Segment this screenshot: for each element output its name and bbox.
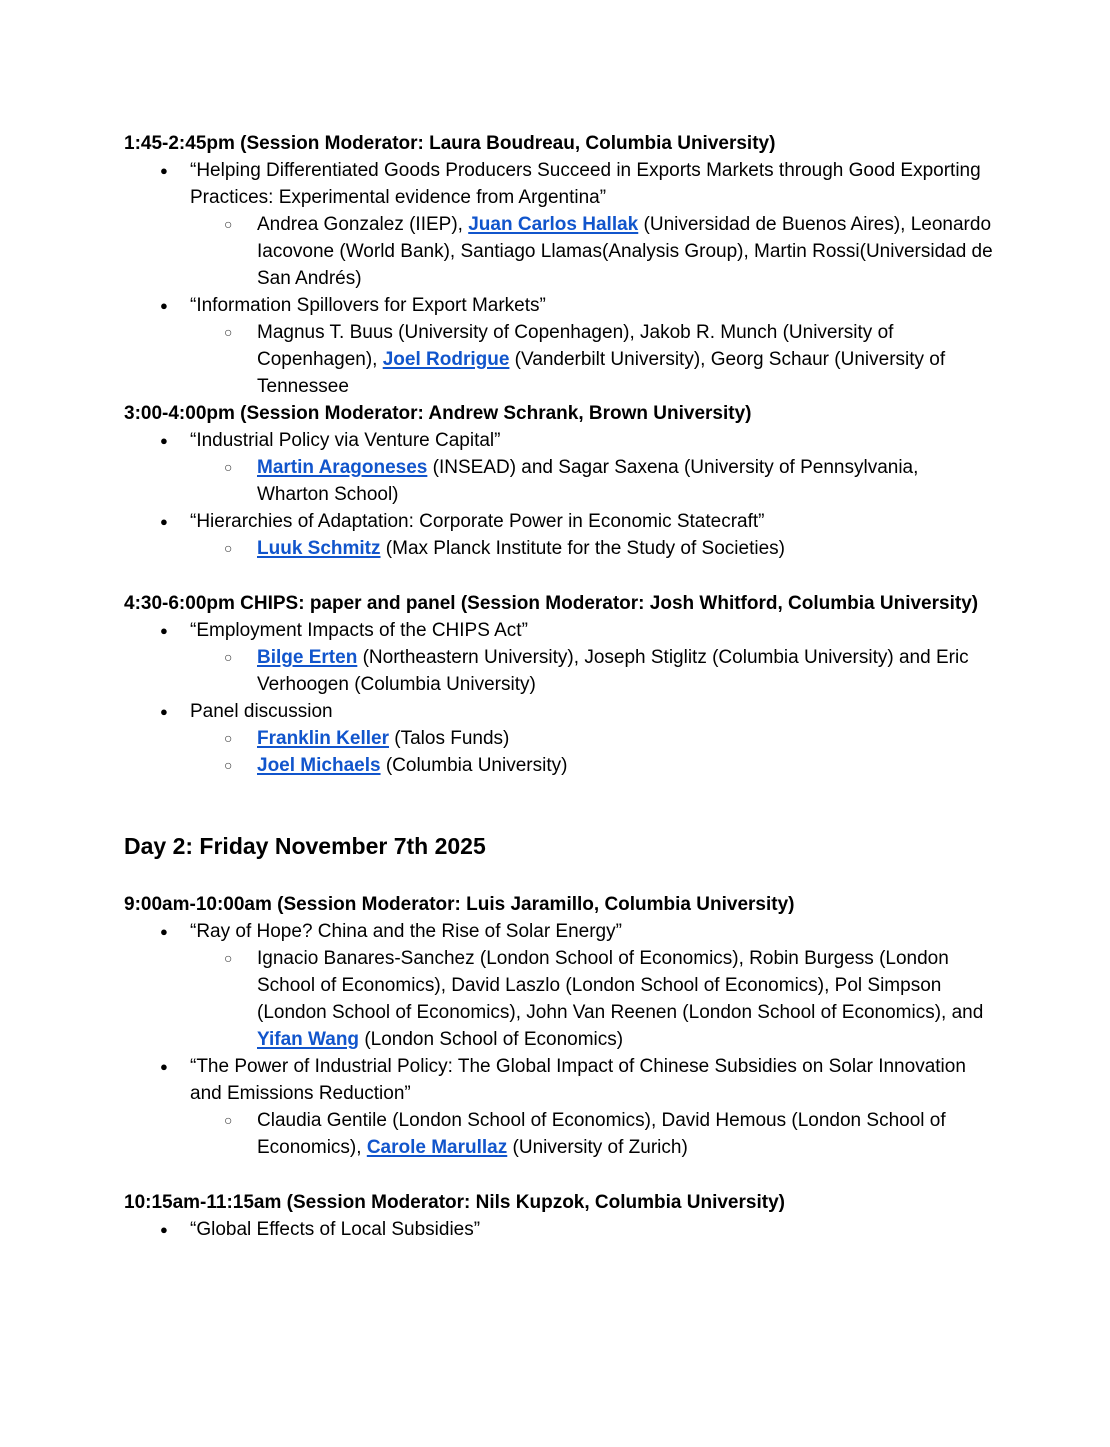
author-link[interactable]: Yifan Wang [257, 1029, 360, 1050]
panelist-link[interactable]: Franklin Keller [257, 728, 389, 749]
hollow-bullet-icon: ○ [224, 950, 233, 966]
panelist-link[interactable]: Joel Michaels [257, 755, 381, 776]
authors-text: (INSEAD) and Sagar Saxena (University of Pennsylvania, Wharton School) [257, 457, 919, 505]
authors-text: (Northeastern University), Joseph Stiglitz (Columbia University) and Eric Verhoogen (Columbia University) [257, 647, 969, 695]
author-item [124, 535, 994, 562]
hollow-bullet-icon: ○ [224, 216, 233, 232]
paper-title: “Global Effects of Local Subsidies” [190, 1219, 481, 1240]
document-page [124, 130, 994, 1243]
hollow-bullet-icon: ○ [224, 459, 233, 475]
paper-item [124, 617, 994, 644]
author-item [124, 211, 994, 292]
panelist-item [124, 725, 994, 752]
authors-text: (Universidad de Buenos Aires), Leonardo Iacovone (World Bank), Santiago Llamas(Analysis Group), Martin Rossi(Universidad de San Andrés) [257, 214, 993, 289]
panelist-affiliation: (Columbia University) [380, 755, 568, 776]
author-link[interactable]: Martin Aragoneses [257, 457, 428, 478]
paper-list [124, 918, 994, 1161]
hollow-bullet-icon: ○ [224, 540, 233, 556]
paper-list [124, 427, 994, 562]
paper-title: “Employment Impacts of the CHIPS Act” [190, 620, 528, 641]
session-heading: 4:30-6:00pm CHIPS: paper and panel (Session Moderator: Josh Whitford, Columbia University) [124, 593, 979, 614]
paper-title: “Industrial Policy via Venture Capital” [190, 430, 501, 451]
paper-item [124, 427, 994, 454]
spacer [124, 1161, 994, 1189]
filled-bullet-icon: ● [160, 298, 168, 313]
authors-text: (London School of Economics) [359, 1029, 624, 1050]
paper-title: “Hierarchies of Adaptation: Corporate Power in Economic Statecraft” [190, 511, 765, 532]
spacer [124, 562, 994, 590]
paper-title: “Helping Differentiated Goods Producers Succeed in Exports Markets through Good Exporting Practices: Experimental evidence from Argentina” [190, 160, 981, 208]
author-item [124, 319, 994, 400]
author-item [124, 454, 994, 508]
authors-text: Ignacio Banares-Sanchez (London School of Economics), Robin Burgess (London School of Economics), David Laszlo (London School of Economics), Pol Simpson (London School of Economics), John Van Reenen (London School of Economics), and [257, 948, 984, 1023]
author-item [124, 644, 994, 698]
paper-list [124, 617, 994, 779]
filled-bullet-icon: ● [160, 433, 168, 448]
paper-item [124, 1216, 994, 1243]
filled-bullet-icon: ● [160, 1222, 168, 1237]
spacer [124, 861, 994, 891]
hollow-bullet-icon: ○ [224, 757, 233, 773]
author-link[interactable]: Juan Carlos Hallak [468, 214, 639, 235]
authors-text: Magnus T. Buus (University of Copenhagen), Jakob R. Munch (University of Copenhagen), [257, 322, 894, 370]
paper-item [124, 918, 994, 945]
filled-bullet-icon: ● [160, 163, 168, 178]
paper-item [124, 508, 994, 535]
hollow-bullet-icon: ○ [224, 649, 233, 665]
filled-bullet-icon: ● [160, 704, 168, 719]
panel-item [124, 698, 994, 725]
authors-text: (Max Planck Institute for the Study of Societies) [380, 538, 785, 559]
authors-text: Claudia Gentile (London School of Economics), David Hemous (London School of Economics), [257, 1110, 946, 1158]
session-heading: 9:00am-10:00am (Session Moderator: Luis Jaramillo, Columbia University) [124, 894, 795, 915]
paper-item [124, 157, 994, 211]
panel-title: Panel discussion [190, 701, 333, 722]
authors-text: Andrea Gonzalez (IIEP), [257, 214, 469, 235]
author-link[interactable]: Joel Rodrigue [382, 349, 510, 370]
paper-item [124, 1053, 994, 1107]
authors-text: (University of Zurich) [507, 1137, 688, 1158]
paper-title: “The Power of Industrial Policy: The Global Impact of Chinese Subsidies on Solar Innovation and Emissions Reduction” [190, 1056, 966, 1104]
paper-list [124, 157, 994, 400]
filled-bullet-icon: ● [160, 1059, 168, 1074]
paper-list [124, 1216, 994, 1243]
spacer [124, 779, 994, 831]
session-heading: 3:00-4:00pm (Session Moderator: Andrew Schrank, Brown University) [124, 403, 752, 424]
hollow-bullet-icon: ○ [224, 730, 233, 746]
hollow-bullet-icon: ○ [224, 1112, 233, 1128]
day-heading: Day 2: Friday November 7th 2025 [124, 833, 486, 859]
session-heading: 10:15am-11:15am (Session Moderator: Nils Kupzok, Columbia University) [124, 1192, 785, 1213]
paper-item [124, 292, 994, 319]
session-heading: 1:45-2:45pm (Session Moderator: Laura Boudreau, Columbia University) [124, 133, 776, 154]
paper-title: “Information Spillovers for Export Markets” [190, 295, 546, 316]
filled-bullet-icon: ● [160, 623, 168, 638]
author-item [124, 945, 994, 1053]
panelist-item [124, 752, 994, 779]
panelist-affiliation: (Talos Funds) [389, 728, 510, 749]
author-link[interactable]: Luuk Schmitz [257, 538, 381, 559]
filled-bullet-icon: ● [160, 924, 168, 939]
author-item [124, 1107, 994, 1161]
author-link[interactable]: Bilge Erten [257, 647, 358, 668]
author-link[interactable]: Carole Marullaz [366, 1137, 508, 1158]
filled-bullet-icon: ● [160, 514, 168, 529]
authors-text: (Vanderbilt University), Georg Schaur (University of Tennessee [257, 349, 946, 397]
hollow-bullet-icon: ○ [224, 324, 233, 340]
paper-title: “Ray of Hope? China and the Rise of Solar Energy” [190, 921, 622, 942]
